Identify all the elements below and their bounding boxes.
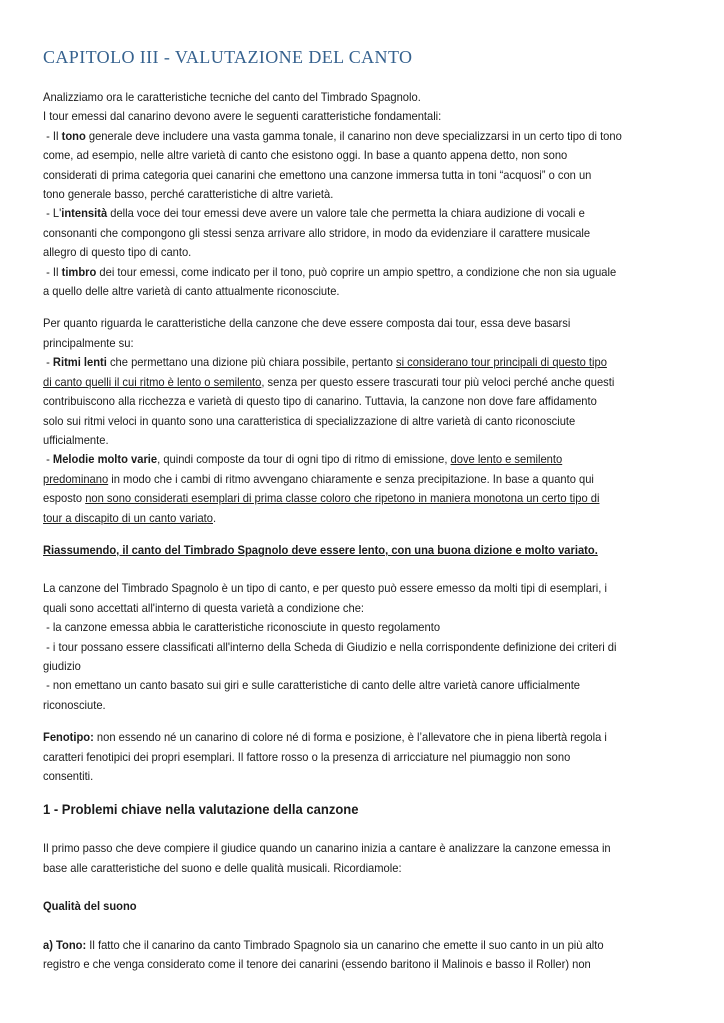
text-line	[43, 799, 676, 820]
text-line	[43, 579, 676, 598]
text-run: riconosciute.	[43, 697, 106, 712]
text-line	[43, 541, 676, 560]
text-line	[43, 599, 676, 618]
text-run: dove lento e semilento	[450, 452, 563, 467]
text-line	[43, 897, 676, 916]
text-run: timbro	[61, 264, 97, 279]
text-run: -	[43, 452, 53, 467]
text-line	[43, 127, 676, 146]
text-run: Analizziamo ora le caratteristiche tecniche del canto del Timbrado Spagnolo.	[43, 90, 421, 104]
text-run: Il primo passo che deve compiere il giudice quando un canarino inizia a cantare è analizzare la canzone emessa in	[43, 841, 611, 856]
text-run: - L'	[43, 206, 62, 221]
text-run: , quindi composte da tour di ogni tipo di ritmo di emissione,	[157, 452, 451, 467]
text-run: allegro di questo tipo di canto.	[43, 245, 192, 260]
text-line	[43, 224, 676, 243]
paragraph-caratteristiche-tour	[43, 88, 724, 301]
text-run: generale deve includere una vasta gamma tonale, il canarino non deve specializzarsi in un certo tipo di tono	[85, 128, 622, 143]
text-line	[43, 450, 676, 469]
text-run: intensità	[61, 206, 108, 221]
text-run: giudizio	[43, 658, 81, 673]
text-line	[43, 392, 676, 411]
text-line	[43, 748, 676, 767]
text-run: di canto quelli il cui ritmo è lento o semilento	[43, 374, 262, 389]
paragraph-caratteristiche-canzone	[43, 314, 724, 527]
text-line	[43, 204, 676, 223]
text-run: non essendo né un canarino di colore né di forma e posizione, è l’allevatore che in piena libertà regola i	[93, 730, 607, 745]
text-line	[43, 509, 676, 528]
text-run: come, ad esempio, nelle altre varietà di canto che esistono oggi. In base a quanto appena detto, non sono	[43, 148, 568, 163]
paragraph-riassunto	[43, 541, 724, 560]
text-run: Riassumendo, il canto del Timbrado Spagnolo deve essere lento, con una buona dizione e molto variato.	[43, 542, 598, 557]
text-run: dei tour emessi, come indicato per il tono, può coprire un ampio spettro, a condizione che non sia uguale	[96, 264, 617, 279]
text-run: registro e che venga considerato come il tenore dei canarini (essendo baritono il Malinois e basso il Roller) non	[43, 957, 591, 972]
text-line	[43, 185, 676, 204]
text-run: in modo che i cambi di ritmo avvengano chiaramente e senza precipitazione. In base a quanto qui	[108, 471, 594, 486]
paragraph-fenotipo	[43, 728, 724, 786]
text-run: contribuiscono alla ricchezza e varietà di questo tipo di canarino. Tuttavia, la canzone non dove fare affidamento	[43, 394, 597, 409]
document-body	[43, 88, 724, 974]
text-run: consentiti.	[43, 769, 94, 783]
text-line	[43, 412, 676, 431]
text-run: esposto	[43, 491, 86, 506]
text-run: -	[43, 355, 53, 370]
text-line	[43, 263, 676, 282]
text-line	[43, 88, 676, 107]
text-run: base alle caratteristiche del suono e delle qualità musicali. Ricordiamole:	[43, 860, 402, 875]
text-run: che permettano una dizione più chiara possibile, pertanto	[106, 355, 396, 370]
text-run: 1 - Problemi chiave nella valutazione della canzone	[43, 801, 359, 818]
text-line	[43, 955, 676, 974]
text-run: a) Tono:	[43, 937, 87, 952]
text-run: La canzone del Timbrado Spagnolo è un tipo di canto, e per questo può essere emesso da molti tipi di esemplari, i	[43, 581, 607, 596]
text-run: non sono considerati esemplari di prima classe coloro che ripetono in maniera monotona un certo tipo di	[85, 491, 600, 506]
text-line	[43, 657, 676, 676]
text-line	[43, 696, 676, 715]
text-run: Qualità del suono	[43, 899, 137, 914]
text-line	[43, 767, 676, 786]
text-run: solo sui ritmi veloci in quanto sono una caratteristica di specializzazione di altre varietà di canto riconosciute	[43, 413, 576, 428]
text-run: principalmente su:	[43, 335, 134, 350]
text-line	[43, 618, 676, 637]
subheading-qualita-del-suono	[43, 897, 724, 916]
text-run: caratteri fenotipici dei propri esemplari. Il fattore rosso o la presenza di arricciature nel piumaggio non sono	[43, 749, 571, 764]
text-run: quali sono accettati all'interno di questa varietà a condizione che:	[43, 600, 365, 615]
text-run: tour a discapito di un canto variato	[43, 510, 213, 525]
text-line	[43, 353, 676, 372]
text-run: ufficialmente.	[43, 432, 109, 447]
text-run: .	[212, 510, 217, 525]
text-line	[43, 282, 676, 301]
text-run: predominano	[43, 471, 109, 486]
section-heading-problemi-chiave	[43, 799, 724, 820]
text-line	[43, 146, 676, 165]
text-line	[43, 728, 676, 747]
text-run: Il fatto che il canarino da canto Timbrado Spagnolo sia un canarino che emette il suo canto in un più alto	[86, 937, 604, 952]
text-line	[43, 373, 676, 392]
text-line	[43, 431, 676, 450]
text-line	[43, 936, 676, 955]
text-run: a quello delle altre varietà di canto attualmente riconosciute.	[43, 284, 340, 299]
text-run: - i tour possano essere classificati all'interno della Scheda di Giudizio e nella corrispondente definizione dei criteri di	[43, 639, 617, 654]
text-run: della voce dei tour emessi deve avere un valore tale che permetta la chiara audizione di vocali e	[107, 206, 585, 221]
text-line	[43, 314, 676, 333]
text-line	[43, 489, 676, 508]
text-run: consonanti che compongono gli stessi senza arrivare allo stridore, in modo da evidenziare il carattere musicale	[43, 225, 591, 240]
document-title: CAPITOLO III - VALUTAZIONE DEL CANTO	[43, 47, 413, 67]
text-run: considerati di prima categoria quei canarini che emettono una canzone immersa tutta in toni “acquosi” o con un	[43, 167, 592, 182]
text-run: - Il	[43, 264, 62, 279]
text-line	[43, 243, 676, 262]
text-line	[43, 638, 676, 657]
text-line	[43, 839, 676, 858]
paragraph-tono	[43, 936, 724, 975]
text-line	[43, 859, 676, 878]
text-run: Ritmi lenti	[52, 355, 107, 370]
text-run: Fenotipo:	[43, 730, 94, 745]
paragraph-condizioni-varieta	[43, 579, 724, 715]
text-run: , senza per questo essere trascurati tour più veloci perché anche questi	[261, 374, 615, 389]
text-run: tono generale basso, perché caratteristiche di altre varietà.	[43, 187, 334, 202]
text-run: - non emettano un canto basato sui giri e sulle caratteristiche di canto delle altre varietà canore ufficialmente	[43, 678, 581, 693]
text-run: - la canzone emessa abbia le caratteristiche riconosciute in questo regolamento	[43, 620, 441, 635]
text-line	[43, 166, 676, 185]
text-line	[43, 676, 676, 695]
text-line	[43, 107, 676, 126]
text-line	[43, 470, 676, 489]
text-line	[43, 334, 676, 353]
text-run: si considerano tour principali di questo tipo	[395, 355, 607, 370]
text-run: Per quanto riguarda le caratteristiche della canzone che deve essere composta dai tour, essa deve basarsi	[43, 316, 571, 331]
text-run: tono	[61, 128, 86, 143]
text-run: Melodie molto varie	[52, 452, 158, 467]
paragraph-primo-passo	[43, 839, 724, 878]
text-run: - Il	[43, 128, 62, 143]
text-run: I tour emessi dal canarino devono avere le seguenti caratteristiche fondamentali:	[43, 109, 442, 124]
